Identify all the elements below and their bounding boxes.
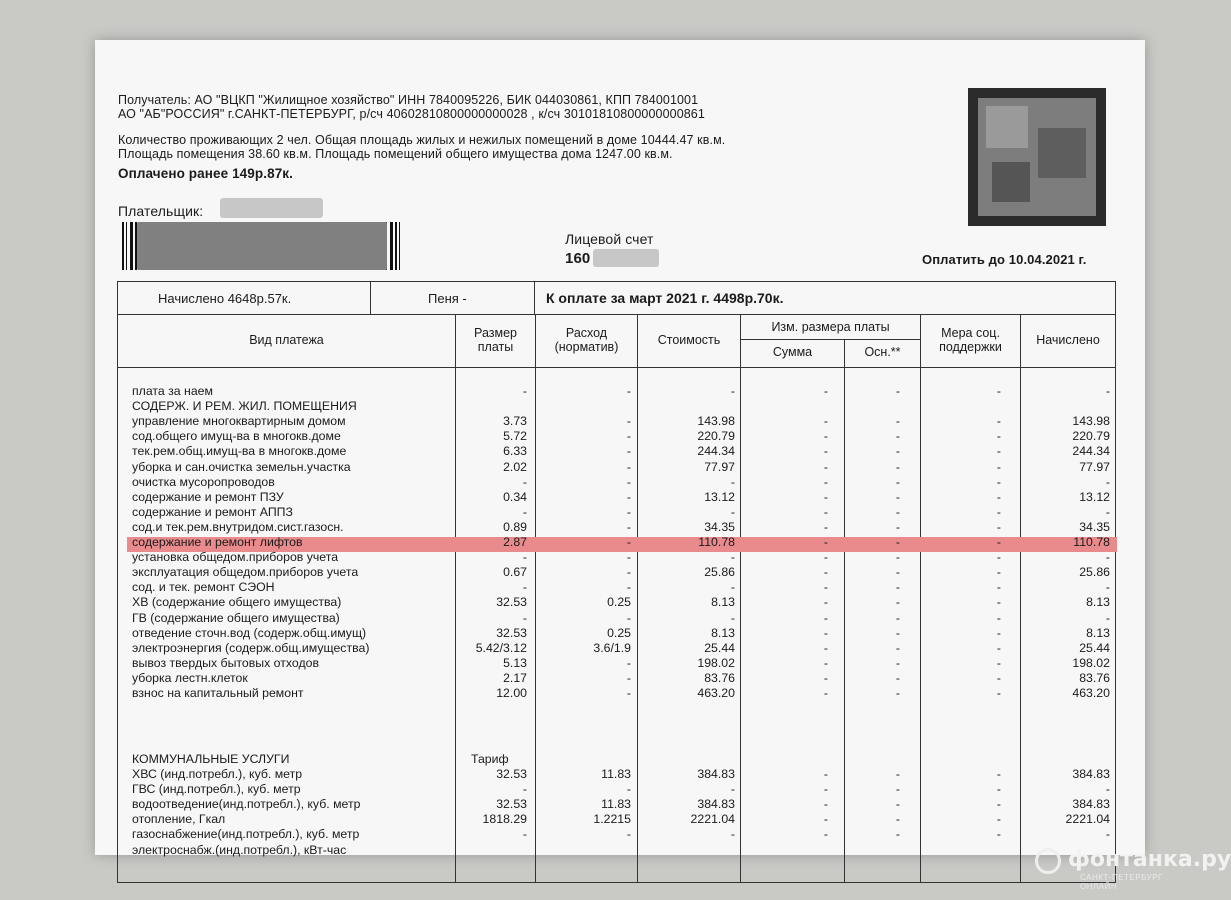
table-row [95, 626, 1145, 641]
cell-cost: 25.86 [704, 565, 735, 580]
cell-cost: - [730, 504, 735, 519]
cell-rate: 32.53 [496, 625, 527, 640]
cell-cons: 3.6/1.9 [593, 640, 631, 655]
cell-mera: - [996, 827, 1001, 842]
cell-acc: - [1105, 827, 1110, 842]
cell-acc: 463.20 [1072, 686, 1110, 700]
cell-acc: 25.86 [1079, 565, 1110, 580]
cell-cons: - [626, 686, 631, 700]
cell-name: газоснабжение(инд.потребл.), куб. метр [132, 827, 360, 842]
cell-cons: 11.83 [601, 797, 631, 812]
cell-acc: 198.02 [1072, 655, 1110, 670]
table-row [95, 505, 1145, 520]
col-change-group: Изм. размера платы [771, 320, 890, 334]
cell-cons: - [626, 670, 631, 685]
watermark-sub: САНКТ-ПЕТЕРБУРГ ОНЛАЙН [1080, 873, 1163, 891]
cell-acc: - [1105, 550, 1110, 565]
cell-rate: - [522, 827, 527, 842]
penalty: Пеня - [428, 291, 467, 306]
cell-cons: - [626, 474, 631, 489]
table-row [95, 429, 1145, 444]
cell-cost: 2221.04 [690, 812, 735, 827]
cell-cost: 110.78 [698, 535, 735, 549]
table-row [95, 414, 1145, 429]
cell-sum: - [823, 580, 828, 595]
cell-cons: 11.83 [601, 767, 631, 781]
cell-cost: 77.97 [704, 459, 735, 474]
cell-mera: - [996, 686, 1001, 700]
cell-rate: - [522, 550, 527, 565]
cell-osn: - [895, 459, 900, 474]
cell-rate: 1818.29 [482, 812, 527, 827]
cell-mera: - [996, 610, 1001, 625]
table-row [95, 595, 1145, 610]
cell-cons: - [626, 550, 631, 565]
cell-cost: - [730, 827, 735, 842]
receipt-paper [95, 40, 1145, 855]
cell-sum: - [823, 670, 828, 685]
cell-osn: - [895, 474, 900, 489]
cell-sum: - [823, 459, 828, 474]
cell-acc: - [1105, 474, 1110, 489]
cell-name: сод.общего имущ-ва в многокв.доме [132, 429, 341, 444]
cell-mera: - [996, 535, 1001, 549]
cell-name: установка общедом.приборов учета [132, 550, 339, 565]
cell-sum: - [823, 384, 828, 398]
cell-rate: - [522, 610, 527, 625]
cell-rate: 5.72 [503, 429, 527, 444]
table-row [95, 767, 1145, 782]
cell-name: управление многоквартирным домом [132, 414, 346, 429]
cell-acc: 77.97 [1079, 459, 1110, 474]
cell-name: уборка лестн.клеток [132, 670, 248, 685]
cell-sum: - [823, 414, 828, 429]
account-redacted [593, 249, 659, 267]
cell-cost: 220.79 [697, 429, 735, 444]
cell-mera: - [996, 595, 1001, 610]
fontanka-logo-icon [1035, 848, 1061, 874]
cell-mera: - [996, 384, 1001, 398]
account-label: Лицевой счет [565, 231, 654, 247]
col-support: Мера соц. поддержки [939, 326, 1002, 354]
table-row [95, 782, 1145, 797]
table-row [95, 686, 1145, 701]
cell-acc: 384.83 [1072, 797, 1110, 812]
cell-acc: 13.12 [1079, 489, 1110, 504]
cell-sum: - [823, 519, 828, 534]
cell-osn: - [895, 489, 900, 504]
table-row [95, 550, 1145, 565]
cell-cons: - [626, 519, 631, 534]
cell-rate: - [522, 504, 527, 519]
cell-acc: - [1105, 504, 1110, 519]
col-cost: Стоимость [657, 333, 721, 347]
cell-cons: - [626, 384, 631, 398]
cell-name: эксплуатация общедом.приборов учета [132, 565, 359, 580]
cell-osn: - [895, 610, 900, 625]
cell-name: вывоз твердых бытовых отходов [132, 655, 319, 670]
table-row [95, 656, 1145, 671]
table-row [95, 520, 1145, 535]
cell-cost: 143.98 [697, 414, 735, 429]
cell-sum: - [823, 827, 828, 842]
cell-sum: - [823, 797, 828, 812]
cell-cons: - [626, 782, 631, 797]
cell-acc: - [1105, 782, 1110, 797]
cell-rate: 6.33 [503, 444, 527, 459]
cell-cons: - [626, 827, 631, 842]
cell-sum: - [823, 625, 828, 640]
cell-cost: - [730, 580, 735, 595]
cell-name: сод. и тек. ремонт СЭОН [132, 580, 275, 595]
cell-acc: 110.78 [1073, 535, 1110, 549]
cell-cost: 25.44 [704, 640, 735, 655]
cell-sum: - [823, 504, 828, 519]
cell-mera: - [996, 519, 1001, 534]
table-row [95, 812, 1145, 827]
cell-cons: 0.25 [607, 625, 631, 640]
cell-mera: - [996, 812, 1001, 827]
cell-cost: 13.12 [704, 489, 735, 504]
cell-sum: - [823, 550, 828, 565]
cell-mera: - [996, 474, 1001, 489]
paid-before: Оплачено ранее 149р.87к. [118, 166, 294, 181]
cell-name: СОДЕРЖ. И РЕМ. ЖИЛ. ПОМЕЩЕНИЯ [132, 399, 357, 414]
cell-acc: 8.13 [1086, 595, 1110, 610]
watermark-name: фонтанка.ру [1068, 847, 1231, 872]
communal-title: КОММУНАЛЬНЫЕ УСЛУГИ [132, 752, 290, 766]
cell-rate: - [522, 474, 527, 489]
cell-cons: - [626, 489, 631, 504]
cell-osn: - [895, 797, 900, 812]
cell-mera: - [996, 580, 1001, 595]
communal-header [95, 752, 1145, 767]
col-consumption: Расход (норматив) [554, 326, 619, 354]
table-row [95, 399, 1145, 414]
col-accrued: Начислено [1036, 333, 1100, 347]
cell-sum: - [823, 640, 828, 655]
cell-rate: 5.42/3.12 [475, 640, 527, 655]
cell-osn: - [895, 670, 900, 685]
cell-sum: - [823, 474, 828, 489]
cell-cost: - [730, 782, 735, 797]
cell-name: водоотведение(инд.потребл.), куб. метр [132, 797, 361, 812]
cell-cost: 384.83 [697, 797, 735, 812]
cell-osn: - [895, 640, 900, 655]
cell-osn: - [895, 580, 900, 595]
cell-rate: 2.87 [503, 535, 527, 549]
cell-rate: 5.13 [503, 655, 527, 670]
cell-rate: 32.53 [496, 797, 527, 812]
cell-mera: - [996, 625, 1001, 640]
cell-name: плата за наем [132, 384, 213, 398]
table-row [95, 460, 1145, 475]
cell-name: содержание и ремонт лифтов [132, 535, 303, 549]
cell-mera: - [996, 459, 1001, 474]
cell-acc: 83.76 [1079, 670, 1110, 685]
table-row [95, 827, 1145, 842]
cell-sum: - [823, 444, 828, 459]
recipient-line-2: АО "АБ"РОССИЯ" г.САНКТ-ПЕТЕРБУРГ, р/сч 40602810800000000028 , к/сч 30101810800000000861 [118, 107, 705, 121]
cell-rate: 0.34 [503, 489, 527, 504]
cell-osn: - [895, 444, 900, 459]
cell-name: уборка и сан.очистка земельн.участка [132, 459, 351, 474]
cell-cost: 8.13 [711, 625, 735, 640]
cell-acc: - [1105, 384, 1110, 398]
col-type: Вид платежа [249, 333, 324, 347]
to-pay: К оплате за март 2021 г. 4498р.70к. [546, 290, 784, 306]
cell-cost: 83.76 [704, 670, 735, 685]
cell-sum: - [823, 686, 828, 700]
cell-mera: - [996, 504, 1001, 519]
cell-cost: - [730, 474, 735, 489]
cell-cons: 1.2215 [593, 812, 631, 827]
table-row [95, 565, 1145, 580]
tariff-label: Тариф [471, 752, 509, 766]
cell-rate: - [522, 580, 527, 595]
cell-sum: - [823, 782, 828, 797]
cell-acc: 384.83 [1072, 767, 1110, 781]
cell-rate: 32.53 [496, 767, 527, 781]
table-row [95, 611, 1145, 626]
cell-cons: - [626, 610, 631, 625]
cell-osn: - [895, 655, 900, 670]
cell-cost: 8.13 [711, 595, 735, 610]
cell-acc: - [1105, 580, 1110, 595]
cell-acc: 244.34 [1072, 444, 1110, 459]
cell-acc: 34.35 [1079, 519, 1110, 534]
cell-mera: - [996, 670, 1001, 685]
cell-sum: - [823, 767, 828, 781]
cell-rate: - [522, 384, 527, 398]
account-number: 160 [565, 250, 591, 267]
cell-osn: - [895, 812, 900, 827]
cell-acc: 143.98 [1072, 414, 1110, 429]
cell-rate: 2.17 [503, 670, 527, 685]
cell-mera: - [996, 444, 1001, 459]
col-change-reason: Осн.** [864, 345, 901, 359]
cell-name: содержание и ремонт АППЗ [132, 504, 293, 519]
cell-osn: - [895, 504, 900, 519]
cell-cons: - [626, 444, 631, 459]
table-row [95, 797, 1145, 812]
table-row [95, 490, 1145, 505]
cell-name: сод.и тек.рем.внутридом.сист.газосн. [132, 519, 344, 534]
cell-name: очистка мусоропроводов [132, 474, 275, 489]
cell-osn: - [895, 550, 900, 565]
table-row [95, 641, 1145, 656]
table-row [95, 843, 1145, 858]
cell-mera: - [996, 565, 1001, 580]
cell-acc: 2221.04 [1065, 812, 1110, 827]
cell-osn: - [895, 414, 900, 429]
cell-sum: - [823, 812, 828, 827]
table-row [95, 580, 1145, 595]
cell-acc: 25.44 [1079, 640, 1110, 655]
cell-sum: - [823, 655, 828, 670]
cell-cons: - [626, 414, 631, 429]
cell-acc: 220.79 [1072, 429, 1110, 444]
cell-cons: - [626, 504, 631, 519]
payer-label: Плательщик: [118, 203, 204, 219]
cell-mera: - [996, 429, 1001, 444]
cell-sum: - [823, 595, 828, 610]
cell-cost: 463.20 [697, 686, 735, 700]
cell-name: ХВС (инд.потребл.), куб. метр [132, 767, 303, 781]
cell-mera: - [996, 797, 1001, 812]
cell-name: ГВС (инд.потребл.), куб. метр [132, 782, 301, 797]
cell-mera: - [996, 489, 1001, 504]
cell-sum: - [823, 610, 828, 625]
cell-mera: - [996, 655, 1001, 670]
cell-mera: - [996, 550, 1001, 565]
cell-osn: - [895, 429, 900, 444]
cell-cost: 198.02 [697, 655, 735, 670]
cell-osn: - [895, 565, 900, 580]
cell-sum: - [823, 535, 828, 549]
cell-osn: - [895, 625, 900, 640]
cell-name: электроснабж.(инд.потребл.), кВт-час [132, 842, 347, 857]
cell-osn: - [895, 767, 900, 781]
cell-cons: - [626, 580, 631, 595]
cell-osn: - [895, 827, 900, 842]
cell-name: ХВ (содержание общего имущества) [132, 595, 342, 610]
cell-name: тек.рем.общ.имущ-ва в многокв.доме [132, 444, 347, 459]
cell-cons: - [626, 459, 631, 474]
cell-cost: - [730, 384, 735, 398]
cell-name: отопление, Гкал [132, 812, 226, 827]
cell-cons: - [626, 535, 631, 549]
cell-osn: - [895, 782, 900, 797]
cell-rate: 0.67 [503, 565, 527, 580]
cell-mera: - [996, 640, 1001, 655]
cell-name: взнос на капитальный ремонт [132, 686, 304, 700]
table-row [95, 444, 1145, 459]
cell-osn: - [895, 384, 900, 398]
cell-osn: - [895, 595, 900, 610]
recipient-line-1: Получатель: АО "ВЦКП "Жилищное хозяйство" ИНН 7840095226, БИК 044030861, КПП 784001001 [118, 93, 699, 107]
cell-rate: 32.53 [496, 595, 527, 610]
cell-name: ГВ (содержание общего имущества) [132, 610, 340, 625]
cell-name: содержание и ремонт ПЗУ [132, 489, 284, 504]
payer-redacted [220, 198, 323, 218]
cell-cons: - [626, 429, 631, 444]
accrued-total: Начислено 4648р.57к. [158, 291, 292, 306]
table-row [95, 384, 1145, 399]
table-row [95, 535, 1145, 550]
cell-rate: - [522, 782, 527, 797]
cell-cons: - [626, 565, 631, 580]
cell-mera: - [996, 414, 1001, 429]
cell-cons: 0.25 [607, 595, 631, 610]
cell-rate: 2.02 [503, 459, 527, 474]
area-line: Площадь помещения 38.60 кв.м. Площадь помещений общего имущества дома 1247.00 кв.м. [118, 147, 673, 161]
col-rate: Размер платы [474, 326, 517, 354]
col-change-sum: Сумма [772, 345, 813, 359]
cell-sum: - [823, 565, 828, 580]
cell-mera: - [996, 782, 1001, 797]
cell-mera: - [996, 767, 1001, 781]
table-row [95, 475, 1145, 490]
cell-cost: 244.34 [697, 444, 735, 459]
cell-rate: 0.89 [503, 519, 527, 534]
cell-cost: 384.83 [697, 767, 735, 781]
qr-code [968, 88, 1106, 226]
barcode-redacted [137, 222, 387, 270]
cell-osn: - [895, 519, 900, 534]
cell-rate: 12.00 [496, 686, 527, 700]
cell-acc: - [1105, 610, 1110, 625]
table-row [95, 671, 1145, 686]
cell-cost: 34.35 [704, 519, 735, 534]
cell-osn: - [895, 535, 900, 549]
cell-cons: - [626, 655, 631, 670]
cell-osn: - [895, 686, 900, 700]
cell-sum: - [823, 489, 828, 504]
cell-cost: - [730, 610, 735, 625]
cell-name: электроэнергия (содерж.общ.имущества) [132, 640, 370, 655]
pay-until: Оплатить до 10.04.2021 г. [922, 252, 1087, 267]
cell-acc: 8.13 [1086, 625, 1110, 640]
residents-line: Количество проживающих 2 чел. Общая площадь жилых и нежилых помещений в доме 10444.47 кв.м. [118, 133, 726, 147]
cell-sum: - [823, 429, 828, 444]
cell-rate: 3.73 [503, 414, 527, 429]
cell-name: отведение сточн.вод (содерж.общ.имущ) [132, 625, 367, 640]
cell-cost: - [730, 550, 735, 565]
